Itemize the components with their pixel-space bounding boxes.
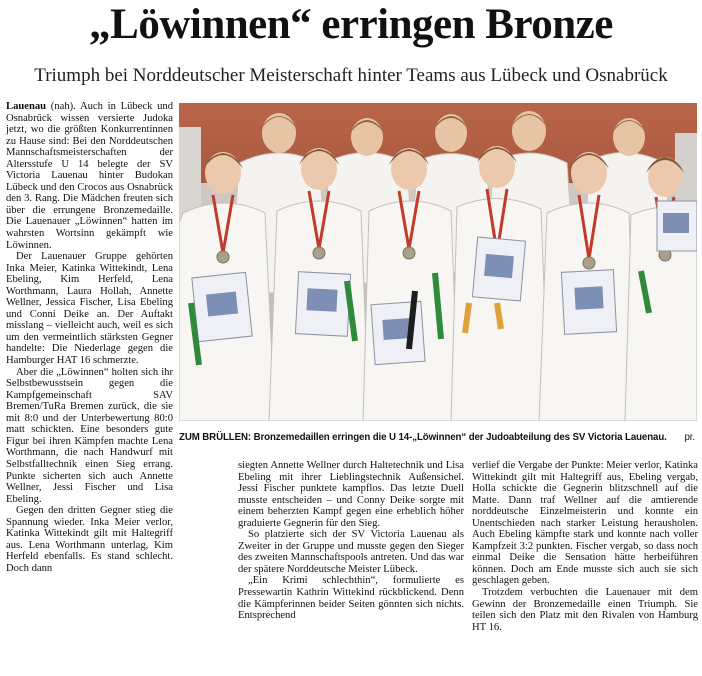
paragraph: Aber die „Löwinnen“ holten sich ihr Selbstbewusstsein gegen die Kampfgemeinschaft SAV Bremen/TuRa Bremen zurück, die sie mit 8:0 und der Unterbewertung 80:0 matt schickten. Eine besonders gute Figur bei ihren Kämpfen machte Lena Worthmann, die nach Handwurf mit Selbstfalltechnik einen Sieg errang. Punkte sicherten sich auch Annette Wellner, Jessi Fischer und Lisa Ebeling. [6, 366, 173, 505]
article-column-1 [6, 101, 173, 574]
paragraph [6, 101, 173, 251]
caption-text: Bronzemedaillen erringen die U 14-„Löwinnen“ der Judoabteilung des SV Victoria Lauenau. [250, 432, 667, 443]
paragraph: siegten Annette Wellner durch Haltetechnik und Lisa Ebeling mit ihrer Lieblingstechnik Außensichel. Jessi Fischer punktete kampflos. Das letzte Duell musste entscheiden – und Conny Deike sorgte mit einem beherzten Kampf gegen eine erheblich höher graduierte Gegnerin für den Sieg. [238, 460, 464, 529]
paragraph-text: (nah). Auch in Lübeck und Osnabrück wissen versierte Judoka jetzt, wo die größten Konkurrentinnen zu Hause sind: Bei den Norddeutschen Mannschaftsmeisterschaften der Altersstufe U 14 belegte der SV Victoria Lauenau hinter Budokan Lübeck und den Crocos aus Osnabrück den 3. Rang. Die Mädchen freuten sich über die errungene Bronzemedaille. Die Lauenauer „Löwinnen“ hatten im wahrsten Wortsinn gekämpft wie Löwinnen. [6, 101, 173, 251]
subheadline: Triumph bei Norddeutscher Meisterschaft hinter Teams aus Lübeck und Osnabrück [34, 65, 668, 86]
paragraph: So platzierte sich der SV Victoria Lauenau als Zweiter in der Gruppe und musste gegen den Sieger des zweiten Mannschaftspools antreten. Und das war der spätere Norddeutsche Meister Lübeck. [238, 529, 464, 575]
article-column-3 [472, 460, 698, 633]
caption-lead: ZUM BRÜLLEN: [179, 432, 251, 443]
paragraph: „Ein Krimi schlechthin“, formulierte es Pressewartin Kathrin Wittekind rückblickend. Denn die Kämpferinnen beider Seiten gönnten sich nichts. Entsprechend [238, 575, 464, 622]
dateline: Lauenau [6, 101, 47, 112]
headline: „Löwinnen“ erringen Bronze [89, 1, 613, 48]
paragraph: Gegen den dritten Gegner stieg die Spannung wieder. Inka Meier verlor, Katinka Wittekindt gilt mit Haltegriff aus. Lena Worthmann unterlag, Kim Herfeld ebenfalls. Es stand schlecht. Doch dann [6, 505, 173, 574]
paragraph: Der Lauenauer Gruppe gehörten Inka Meier, Katinka Wittekindt, Lena Ebeling, Kim Herfeld, Lena Worthmann, Laura Hollah, Annette Wellner, Jessica Fischer, Lisa Ebeling und Conni Deike an. Der Auftakt misslang – vielleicht auch, weil es sich um den vermeintlich stärksten Gegner handelte: Die Niederlage gegen die Hamburger HAT 16 schmerzte. [6, 251, 173, 367]
photo-credit: pr. [684, 432, 695, 443]
paragraph: verlief die Vergabe der Punkte: Meier verlor, Katinka Wittekindt gilt mit Haltegriff aus, Ebeling vergab, Holla schickte die Gegnerin blitzschnell auf die Matte. Dann traf Wellner auf die amtierende norddeutsche Einzelmeisterin und konnte ein Unentschieden nach starker Leistung herausholen. Auch Ebeling kämpfte stark und konnte nach voller Kampfzeit 3:2 punkten. Fischer vergab, so dass noch einmal Deike die Sensation hätte herbeiführen können. Doch am Ende musste sich auch sie sich geschlagen geben. [472, 460, 698, 587]
paragraph: Trotzdem verbuchten die Lauenauer mit dem Gewinn der Bronzemedaille einen Triumph. Sie teilen sich den Platz mit den Rivalen von Hamburg HT 16. [472, 587, 698, 633]
article-column-2 [238, 460, 464, 622]
team-photo [179, 103, 697, 421]
photo-caption [179, 432, 699, 444]
team-photo-illustration [179, 103, 697, 421]
